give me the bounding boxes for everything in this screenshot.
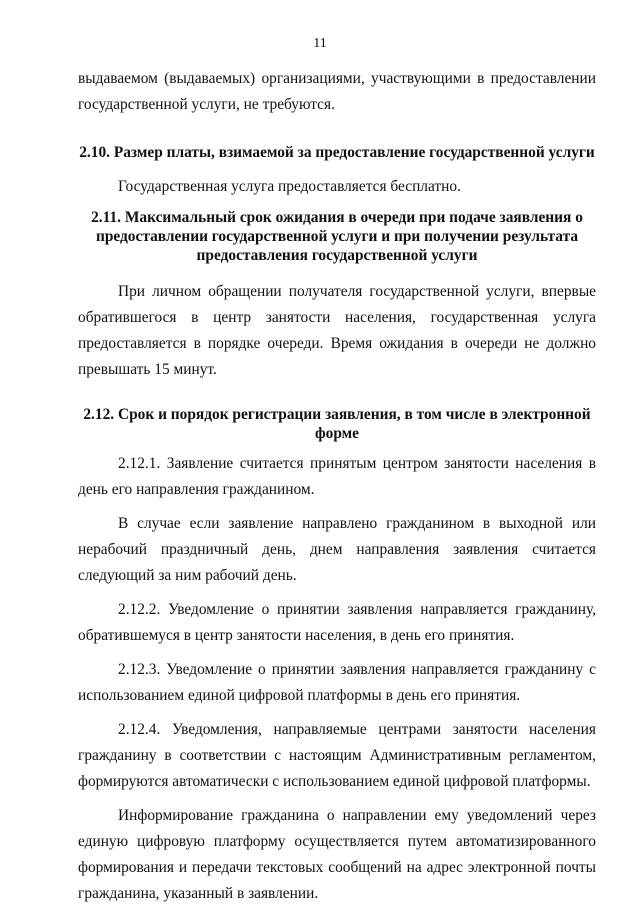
page-number: 11 [313,36,327,51]
paragraph-2-12-3: 2.12.3. Уведомление о принятии заявления направляется гражданину с использованием единой цифровой платформы в день его принятия. [78,661,596,704]
paragraph-2-12-2: 2.12.2. Уведомление о принятии заявления направляется гражданину, обратившемуся в центр занятости населения, в день его принятия. [78,601,596,644]
paragraph-2-11: При личном обращении получателя государственной услуги, впервые обратившегося в центр занятости населения, государственная услуга предоставляется в порядке очереди. Время ожидания в очереди не должно превышать 15 минут. [78,283,596,378]
paragraph-continuation: выдаваемом (выдаваемых) организациями, участвующими в предоставлении государственной услуги, не требуются. [78,70,596,113]
paragraph-2-12-4-b: Информирование гражданина о направлении ему уведомлений через единую цифровую платформу осуществляется путем автоматизированного формирования и передачи текстовых сообщений на адрес электронной почты гражданина, указанный в заявлении. [78,807,596,902]
section-heading-2-10: 2.10. Размер платы, взимаемой за предоставление государственной услуги [79,144,595,161]
section-heading-2-12: 2.12. Срок и порядок регистрации заявления, в том числе в электронной форме [83,406,591,442]
section-heading-2-11: 2.11. Максимальный срок ожидания в очереди при подаче заявления о предоставлении государственной услуги и при получении результата предоставления государственной услуги [91,209,583,264]
document-body [78,66,596,907]
paragraph-2-10: Государственная услуга предоставляется бесплатно. [118,178,461,195]
paragraph-2-12-1-b: В случае если заявление направлено гражданином в выходной или нерабочий праздничный день, днем направления заявления считается следующий за ним рабочий день. [78,515,596,584]
paragraph-2-12-4: 2.12.4. Уведомления, направляемые центрами занятости населения гражданину в соответствии с настоящим Административным регламентом, формируются автоматически с использованием единой цифровой платформы. [78,721,596,790]
paragraph-2-12-1: 2.12.1. Заявление считается принятым центром занятости населения в день его направления гражданином. [78,455,596,498]
